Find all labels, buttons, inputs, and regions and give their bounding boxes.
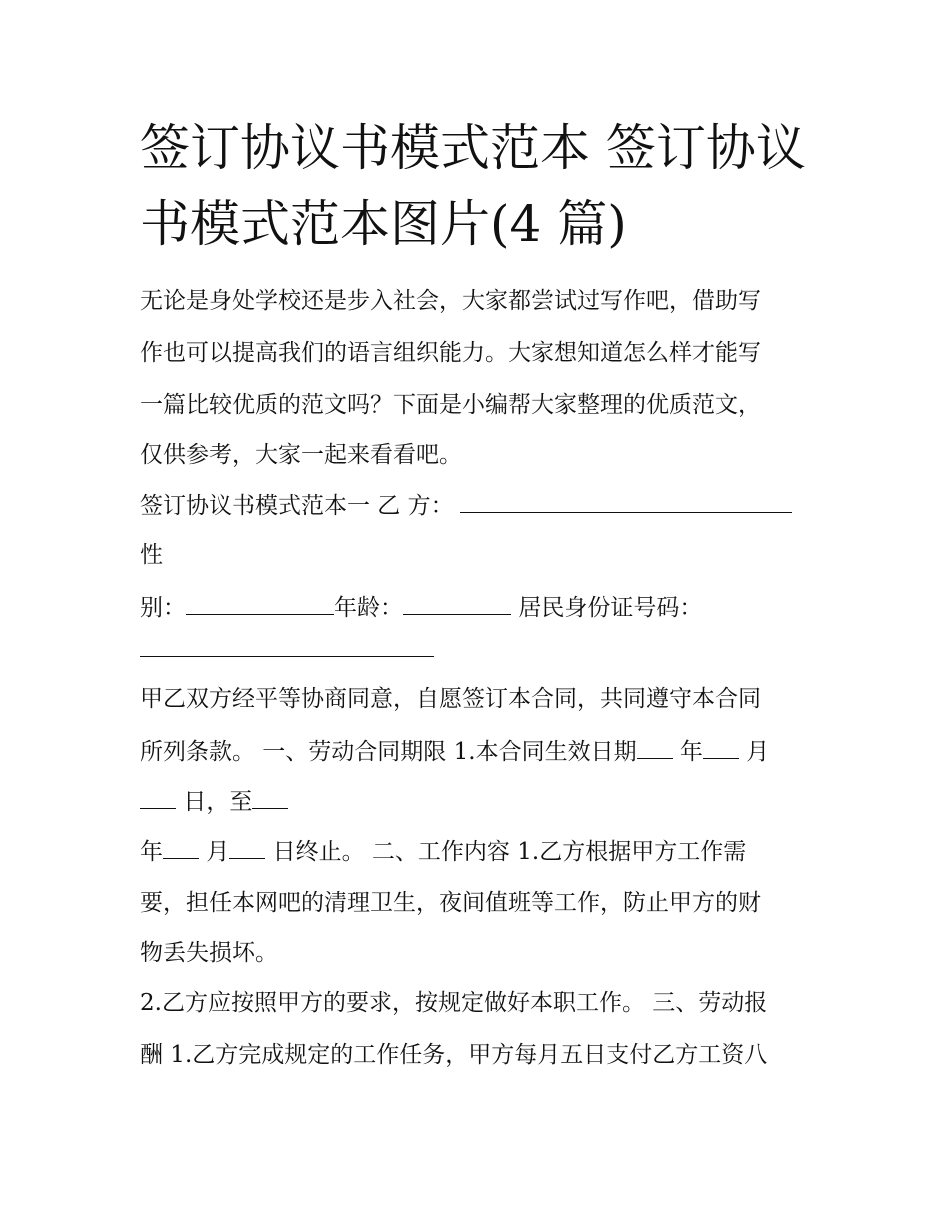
body-line-4: [140, 836, 746, 867]
gender-prefix-line: 性: [140, 542, 163, 568]
body-line-2: [140, 736, 769, 767]
section-heading: 签订协议书模式范本一 乙 方：: [140, 493, 454, 519]
end-month-blank[interactable]: [163, 836, 199, 859]
document-title: 签订协议书模式范本 签订协议书模式范本图片(4 篇): [140, 119, 806, 253]
body-line-1: 甲乙双方经平等协商同意，自愿签订本合同，共同遵守本合同: [140, 686, 761, 712]
body-line-5: 要，担任本网吧的清理卫生，夜间值班等工作，防止甲方的财: [140, 890, 761, 916]
start-year-blank[interactable]: [637, 736, 673, 759]
gender-blank[interactable]: [186, 592, 334, 615]
intro-line-2: 作也可以提高我们的语言组织能力。大家想知道怎么样才能写: [140, 340, 761, 366]
body-line-8: 酬 1.乙方完成规定的工作任务，甲方每月五日支付乙方工资八: [140, 1042, 768, 1068]
age-label: 年龄：: [334, 595, 403, 621]
body-line-6: 物丢失损坏。: [140, 940, 278, 966]
body-line-3: [140, 786, 288, 817]
personal-info-line: [140, 592, 702, 623]
party-b-line: [140, 490, 792, 521]
contract-term-text: 所列条款。 一、劳动合同期限 1.本合同生效日期: [140, 739, 637, 765]
work-content-text: 日终止。 二、工作内容 1.乙方根据甲方工作需: [272, 839, 747, 865]
intro-line-1: 无论是身处学校还是步入社会，大家都尝试过写作吧，借助写: [140, 288, 761, 314]
end-year-blank[interactable]: [252, 786, 288, 809]
body-line-7: 2.乙方应按照甲方的要求，按规定做好本职工作。 三、劳动报: [140, 990, 768, 1016]
id-number-line: [140, 634, 434, 665]
end-day-blank[interactable]: [229, 836, 265, 859]
start-day-blank[interactable]: [140, 786, 176, 809]
day-to-label: 日，至: [183, 789, 253, 815]
intro-line-4: 仅供参考，大家一起来看看吧。: [140, 442, 462, 468]
gender-label: 别：: [140, 595, 186, 621]
month-label: 月: [746, 739, 770, 765]
start-month-blank[interactable]: [703, 736, 739, 759]
age-blank[interactable]: [403, 592, 511, 615]
party-b-name-blank[interactable]: [460, 490, 792, 513]
id-number-label: 居民身份证号码：: [518, 595, 703, 621]
id-number-blank[interactable]: [140, 634, 434, 657]
year-label: 年: [679, 739, 703, 765]
intro-line-3: 一篇比较优质的范文吗？下面是小编帮大家整理的优质范文，: [140, 392, 761, 418]
end-month-label: 月: [206, 839, 230, 865]
end-year-label: 年: [140, 839, 163, 865]
